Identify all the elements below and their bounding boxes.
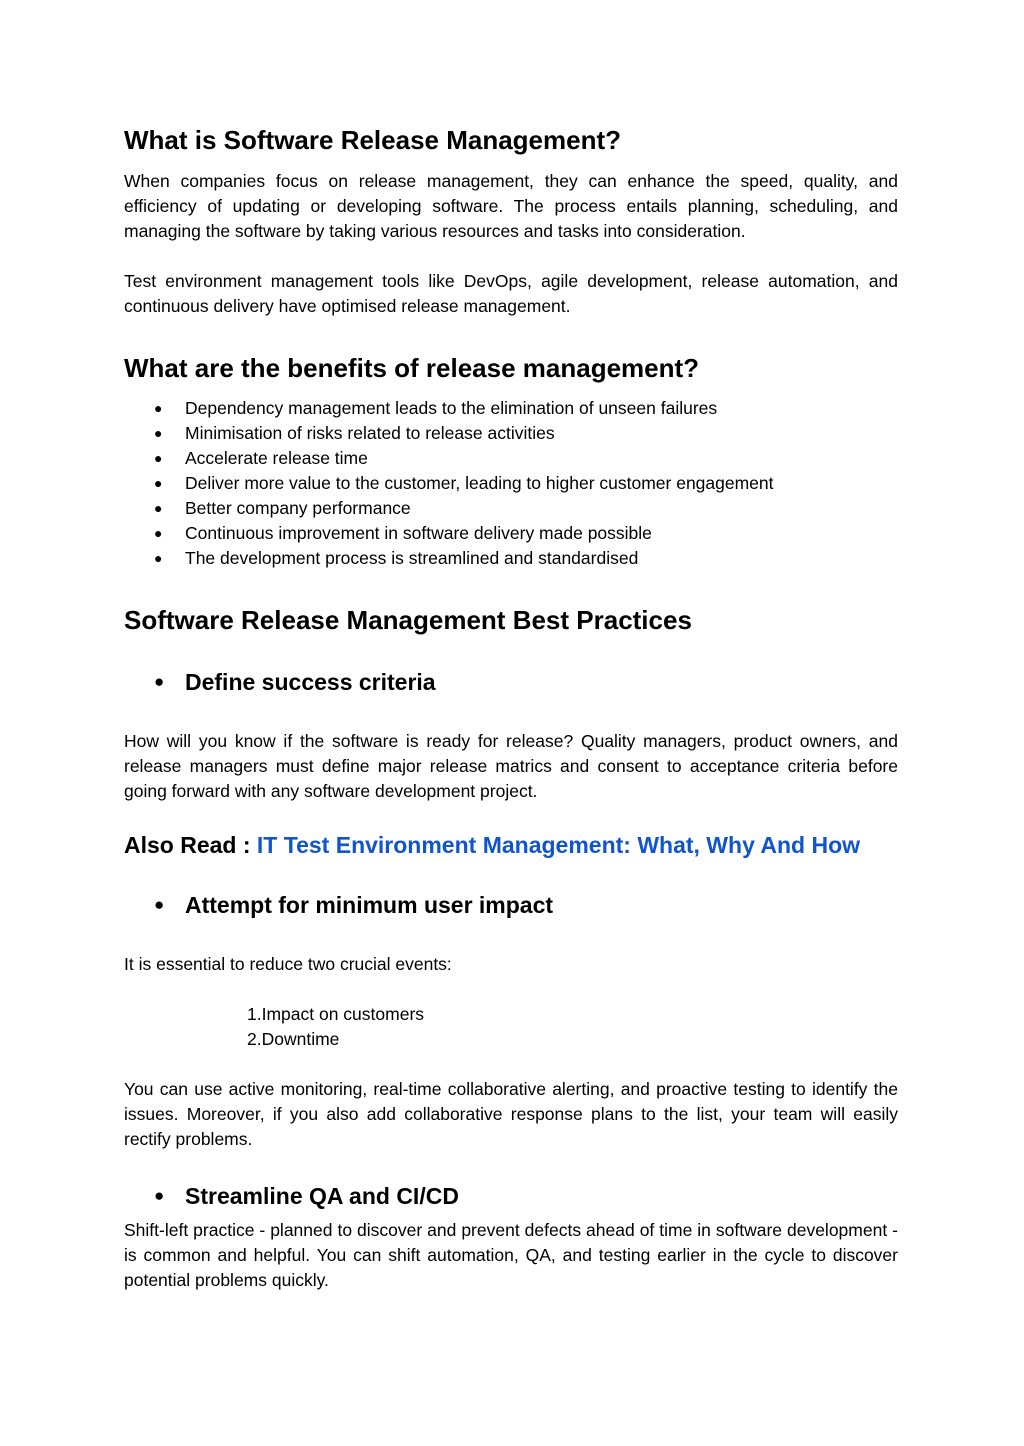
section-title-best-practices: Software Release Management Best Practices <box>124 605 692 635</box>
bullet-icon: ● <box>154 400 163 416</box>
bullet-icon: ● <box>154 500 163 516</box>
bullet-icon: ● <box>154 425 163 441</box>
section-title-benefits: What are the benefits of release management? <box>124 353 700 383</box>
list-item: 1.Impact on customers <box>247 1004 425 1024</box>
list-item <box>0 446 1024 471</box>
bullet-icon: ● <box>154 1186 165 1205</box>
list-item-text: Deliver more value to the customer, leading to higher customer engagement <box>185 473 774 493</box>
bullet-icon: ● <box>154 550 163 566</box>
bullet-icon: ● <box>154 895 165 914</box>
crucial-events-list <box>247 1002 424 1052</box>
also-read-line <box>124 830 860 860</box>
bullet-icon: ● <box>154 672 165 691</box>
paragraph-release-management-intro: When companies focus on release management, they can enhance the speed, quality, and efficiency of updating or developing software. The process entails planning, scheduling, and managing the software by taking various resources and tasks into consideration. <box>124 171 898 241</box>
list-item-text: Continuous improvement in software delivery made possible <box>185 523 652 543</box>
practice-heading-text: Streamline QA and CI/CD <box>185 1183 459 1209</box>
practice-heading-success-criteria <box>0 667 1024 697</box>
list-item <box>0 471 1024 496</box>
paragraph-test-environment-tools: Test environment management tools like DevOps, agile development, release automation, and continuous delivery have optimised release management. <box>124 271 898 316</box>
practice-heading-streamline-qa <box>0 1181 1024 1211</box>
paragraph-success-criteria: How will you know if the software is ready for release? Quality managers, product owners, and release managers must define major release matrics and consent to acceptance criteria before going forward with any software development project. <box>124 731 898 801</box>
practice-heading-minimum-impact <box>0 890 1024 920</box>
bullet-icon: ● <box>154 450 163 466</box>
list-item <box>0 521 1024 546</box>
list-item-text: Accelerate release time <box>185 448 368 468</box>
bullet-icon: ● <box>154 525 163 541</box>
list-item-text: Dependency management leads to the elimination of unseen failures <box>185 398 718 418</box>
also-read-label: Also Read : <box>124 832 257 858</box>
list-item <box>0 396 1024 421</box>
section-title-release-management: What is Software Release Management? <box>124 125 622 155</box>
bullet-icon: ● <box>154 475 163 491</box>
list-item <box>0 546 1024 571</box>
list-item-text: Better company performance <box>185 498 411 518</box>
practice-heading-text: Define success criteria <box>185 669 436 695</box>
list-item <box>0 496 1024 521</box>
paragraph-crucial-events-intro: It is essential to reduce two crucial events: <box>124 954 452 974</box>
list-item-text: Minimisation of risks related to release activities <box>185 423 555 443</box>
list-item: 2.Downtime <box>247 1029 340 1049</box>
benefits-list <box>0 396 1024 571</box>
paragraph-shift-left: Shift-left practice - planned to discover and prevent defects ahead of time in software development - is common and helpful. You can shift automation, QA, and testing earlier in the cycle to discover potential problems quickly. <box>124 1220 898 1290</box>
also-read-link[interactable]: IT Test Environment Management: What, Why And How <box>256 832 861 858</box>
list-item-text: The development process is streamlined and standardised <box>185 548 639 568</box>
practice-heading-text: Attempt for minimum user impact <box>185 892 554 918</box>
paragraph-active-monitoring: You can use active monitoring, real-time collaborative alerting, and proactive testing to identify the issues. Moreover, if you also add collaborative response plans to the list, your team will easily rectify problems. <box>124 1079 898 1149</box>
list-item <box>0 421 1024 446</box>
